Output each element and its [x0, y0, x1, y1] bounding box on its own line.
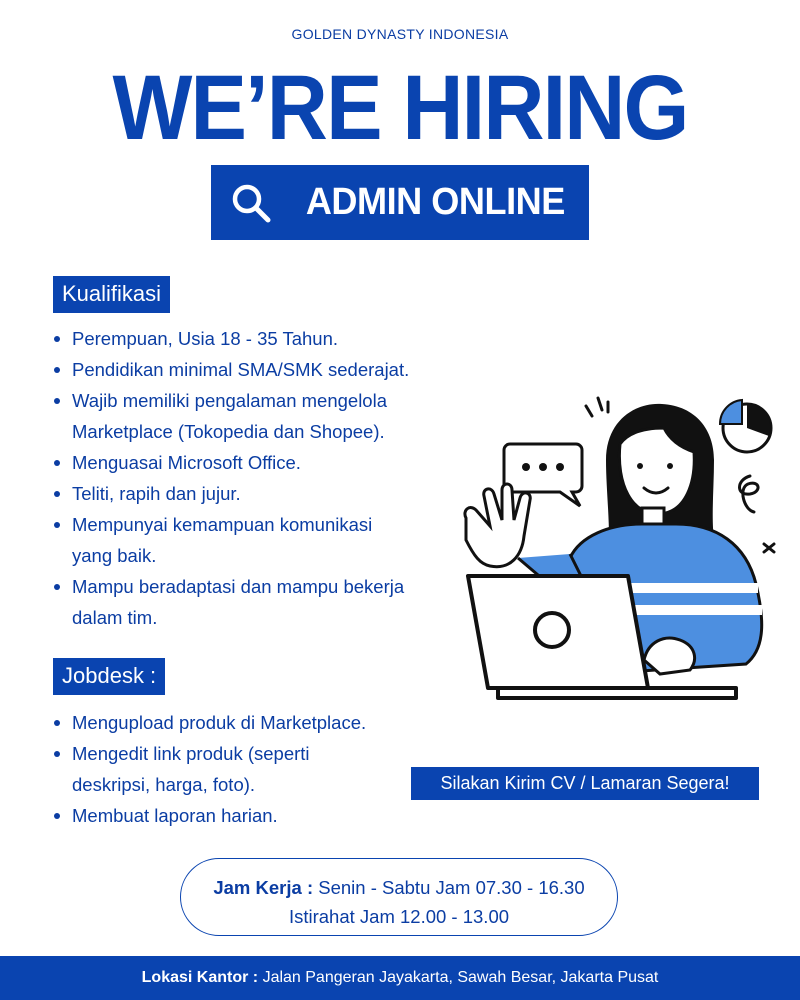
- list-item-line: Perempuan, Usia 18 - 35 Tahun.: [72, 328, 339, 349]
- list-item-line: Teliti, rapih dan jujur.: [72, 483, 241, 504]
- working-hours-line1: [181, 873, 617, 902]
- list-item-line: yang baik.: [72, 545, 157, 566]
- list-item: [50, 738, 366, 800]
- list-item-line: Mengupload produk di Marketplace.: [72, 712, 367, 733]
- list-item-line: Mempunyai kemampuan komunikasi: [72, 514, 373, 535]
- company-name: GOLDEN DYNASTY INDONESIA: [291, 26, 509, 42]
- list-item-line: Marketplace (Tokopedia dan Shopee).: [72, 421, 385, 442]
- position-banner: [211, 165, 589, 240]
- jobdesk-list: [50, 707, 366, 831]
- list-item: [50, 478, 409, 509]
- list-item-line: Pendidikan minimal SMA/SMK sederajat.: [72, 359, 410, 380]
- list-item: [50, 800, 366, 831]
- list-item-line: Menguasai Microsoft Office.: [72, 452, 301, 473]
- search-icon: [229, 181, 273, 225]
- list-item-line: Mengedit link produk (seperti: [72, 743, 310, 764]
- working-hours-label: Jam Kerja :: [213, 877, 314, 898]
- office-address: Jalan Pangeran Jayakarta, Sawah Besar, Jakarta Pusat: [262, 969, 659, 986]
- list-item: [50, 447, 409, 478]
- list-item-line: Wajib memiliki pengalaman mengelola: [72, 390, 387, 411]
- office-location-bar: [0, 956, 800, 1000]
- list-item: [50, 323, 409, 354]
- list-item: [50, 571, 409, 633]
- pie-chart-icon: [720, 400, 771, 452]
- list-item: [50, 707, 366, 738]
- list-item: [50, 354, 409, 385]
- jobdesk-label: Jobdesk :: [53, 658, 165, 695]
- break-hours: Istirahat Jam 12.00 - 13.00: [288, 906, 510, 927]
- working-hours-days: Senin - Sabtu Jam 07.30 - 16.30: [318, 877, 585, 898]
- headline: WE’RE HIRING: [112, 57, 688, 159]
- list-item-line: Membuat laporan harian.: [72, 805, 278, 826]
- position-title: ADMIN ONLINE: [305, 181, 565, 223]
- list-item: [50, 385, 409, 447]
- apply-now-banner: Silakan Kirim CV / Lamaran Segera!: [411, 767, 759, 800]
- woman-laptop-illustration: [458, 388, 800, 708]
- qualifications-list: [50, 323, 409, 633]
- chat-bubble-icon: [504, 444, 582, 506]
- working-hours-box: [180, 858, 618, 936]
- office-location-label: Lokasi Kantor :: [141, 969, 259, 986]
- qualifications-label: Kualifikasi: [53, 276, 170, 313]
- list-item: [50, 509, 409, 571]
- list-item-line: deskripsi, harga, foto).: [72, 774, 256, 795]
- list-item-line: dalam tim.: [72, 607, 158, 628]
- list-item-line: Mampu beradaptasi dan mampu bekerja: [72, 576, 405, 597]
